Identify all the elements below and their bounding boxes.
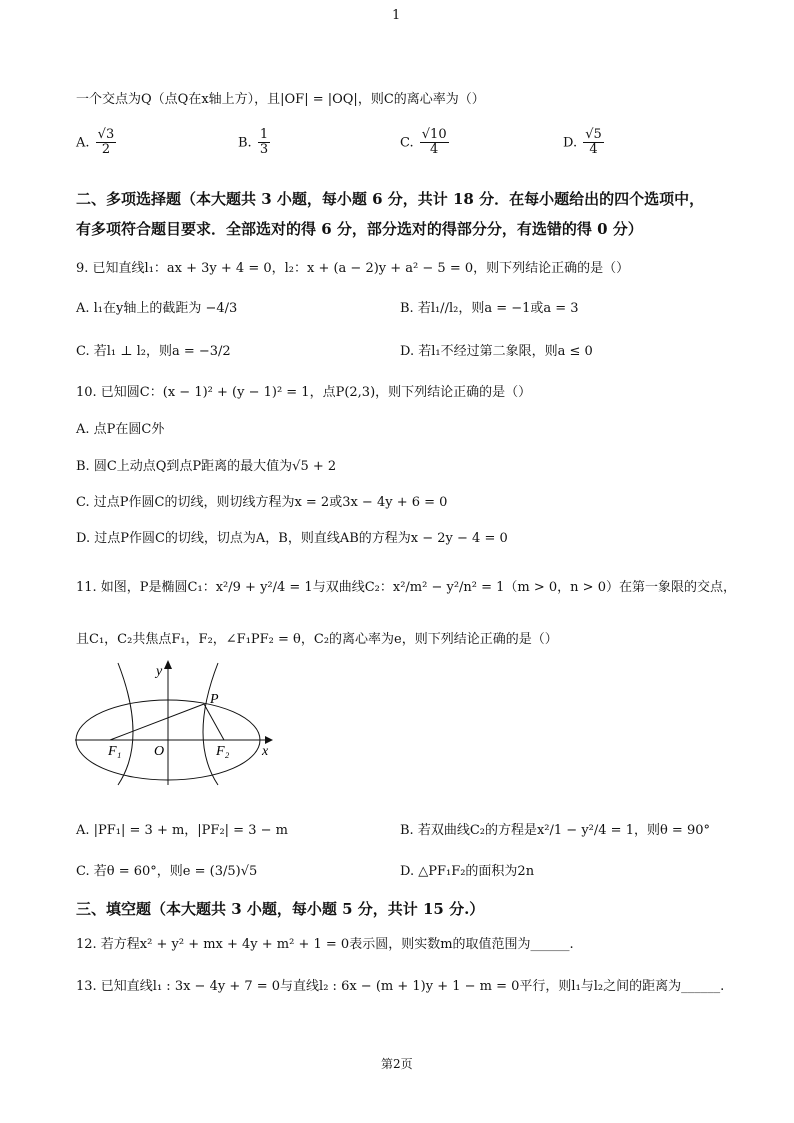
section2-heading-line2: 有多项符合题目要求．全部选对的得 6 分，部分选对的得部分分，有选错的得 0 分） [76, 220, 643, 238]
option-denominator: 3 [259, 142, 269, 158]
option-numerator: √10 [421, 127, 447, 142]
figure-label-f1: F₁ [108, 744, 122, 759]
q10-option-c: C. 过点P作圆C的切线，则切线方程为x = 2或3x − 4y + 6 = 0 [76, 495, 448, 510]
option-label: A. [76, 135, 90, 151]
hyperbola-left-branch [118, 663, 133, 785]
option-denominator: 2 [101, 142, 111, 158]
ellipse-hyperbola-figure [70, 655, 290, 790]
section2-heading-line1: 二、多项选择题（本大题共 3 小题，每小题 6 分，共计 18 分．在每小题给出的四个选项中， [76, 190, 705, 208]
option-numerator: √3 [97, 127, 115, 142]
q11-stem-line2: 且C₁，C₂共焦点F₁，F₂，∠F₁PF₂ = θ，C₂的离心率为e，则下列结论正确的是（） [76, 632, 558, 647]
figure-label-o: O [154, 744, 165, 759]
q11-option-b: B. 若双曲线C₂的方程是x²/1 − y²/4 = 1，则θ = 90° [400, 823, 710, 838]
option-label: D. [563, 135, 578, 151]
q9-option-a: A. l₁在y轴上的截距为 −4/3 [76, 301, 238, 316]
figure-label-p: P [210, 692, 219, 707]
q11-stem-line1: 11. 如图，P是椭圆C₁：x²/9 + y²/4 = 1与双曲线C₂：x²/m² − y²/n² = 1（m > 0，n > 0）在第一象限的交点， [76, 580, 736, 595]
q10-option-a: A. 点P在圆C外 [76, 422, 165, 437]
segment-pf2 [204, 704, 224, 740]
q8-option-b [238, 128, 272, 158]
option-numerator: 1 [259, 127, 269, 142]
q10-option-b: B. 圆C上动点Q到点P距离的最大值为√5 + 2 [76, 459, 337, 474]
q8-option-a [76, 128, 118, 158]
q11-option-c: C. 若θ = 60°，则e = (3/5)√5 [76, 864, 258, 879]
option-label: C. [400, 135, 414, 151]
section3-heading: 三、填空题（本大题共 3 小题，每小题 5 分，共计 15 分.） [76, 900, 485, 918]
figure-label-y: y [156, 664, 163, 679]
q11-option-d: D. △PF₁F₂的面积为2n [400, 864, 535, 879]
q10-option-d: D. 过点P作圆C的切线，切点为A，B，则直线AB的方程为x − 2y − 4 = 0 [76, 531, 508, 546]
figure-label-x: x [262, 744, 269, 759]
option-label: B. [238, 135, 252, 151]
q8-option-c [400, 128, 451, 158]
q11-option-a: A. |PF₁| = 3 + m，|PF₂| = 3 − m [76, 823, 288, 838]
page-footer: 第2页 [381, 1057, 413, 1071]
q10-stem: 10. 已知圆C：(x − 1)² + (y − 1)² = 1，点P(2,3)，则下列结论正确的是（） [76, 385, 532, 400]
figure-label-f2: F₂ [216, 744, 230, 759]
q8-option-d [563, 128, 606, 158]
option-denominator: 4 [589, 142, 598, 158]
x-axis-arrow [265, 736, 273, 744]
segment-pf1 [110, 704, 204, 740]
q9-option-c: C. 若l₁ ⊥ l₂，则a = −3/2 [76, 344, 231, 359]
q8-stem: 一个交点为Q（点Q在x轴上方），且|OF| = |OQ|，则C的离心率为（） [76, 92, 485, 107]
y-axis-arrow [164, 660, 172, 669]
hyperbola-right-branch [203, 663, 218, 785]
option-denominator: 4 [430, 142, 439, 158]
option-numerator: √5 [585, 127, 602, 142]
q9-option-b: B. 若l₁//l₂，则a = −1或a = 3 [400, 301, 579, 316]
page-number: 1 [392, 8, 401, 23]
q12-text: 12. 若方程x² + y² + mx + 4y + m² + 1 = 0表示圆，则实数m的取值范围为______. [76, 937, 574, 952]
q13-text: 13. 已知直线l₁ : 3x − 4y + 7 = 0与直线l₂ : 6x − (m + 1)y + 1 − m = 0平行，则l₁与l₂之间的距离为______. [76, 979, 725, 994]
q9-stem: 9. 已知直线l₁：ax + 3y + 4 = 0，l₂：x + (a − 2)y + a² − 5 = 0，则下列结论正确的是（） [76, 261, 630, 276]
q9-option-d: D. 若l₁不经过第二象限，则a ≤ 0 [400, 344, 593, 359]
